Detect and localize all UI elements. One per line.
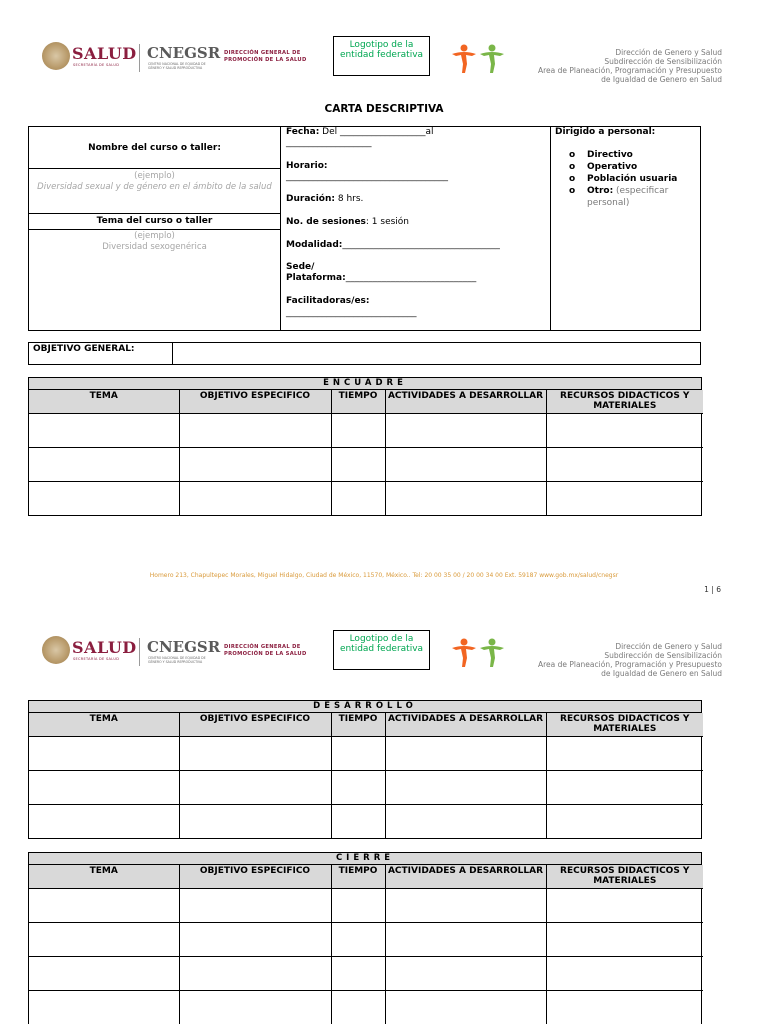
duracion-field[interactable]: Duración: 8 hrs. [286,194,364,204]
col-tiempo: TIEMPO [331,865,385,888]
audience-column [551,127,700,330]
table-cell[interactable] [546,413,703,447]
table-cell[interactable] [331,413,385,447]
table-row [29,990,703,1024]
table-cell[interactable] [29,922,179,956]
page-number: 1 | 6 [704,585,721,594]
table-cell[interactable] [331,736,385,770]
course-name-label: Nombre del curso o taller: [29,127,280,169]
salud-logo-text: SALUD [72,44,137,63]
table-cell[interactable] [29,413,179,447]
cnegsr-logo-text: CNEGSR [147,638,221,656]
fecha-line[interactable]: ___________________ [286,138,372,148]
table-row [29,481,703,515]
institution-text: Dirección de Genero y Salud Subdirección de Sensibilización Area de Planeación, Programación y Presupuesto de Igualdad de Genero en Salud [537,48,722,84]
table-cell[interactable] [331,804,385,838]
table-cell[interactable] [546,770,703,804]
col-objetivo: OBJETIVO ESPECIFICO [179,390,331,413]
table-cell[interactable] [385,956,546,990]
course-info-table [28,126,701,331]
table-cell[interactable] [179,922,331,956]
table-cell[interactable] [385,736,546,770]
page-header [0,30,768,90]
col-tema: TEMA [29,865,179,888]
encuadre-grid [29,390,703,515]
course-topic-label: Tema del curso o taller [29,214,280,230]
national-seal-icon [42,42,70,70]
fecha-field[interactable]: Fecha: Del ___________________al [286,127,434,137]
table-cell[interactable] [179,413,331,447]
table-row [29,736,703,770]
table-cell[interactable] [546,447,703,481]
table-cell[interactable] [385,804,546,838]
table-cell[interactable] [29,888,179,922]
table-cell[interactable] [179,447,331,481]
table-cell[interactable] [29,956,179,990]
objetivo-general-row [28,342,701,365]
table-cell[interactable] [29,990,179,1024]
modalidad-field[interactable]: Modalidad:___________________________________ [286,240,500,250]
table-cell[interactable] [546,956,703,990]
page-title: CARTA DESCRIPTIVA [324,103,444,115]
table-row [29,956,703,990]
table-row [29,804,703,838]
table-cell[interactable] [385,770,546,804]
audience-label: Dirigido a personal: [555,127,656,137]
desarrollo-header: DESARROLLO [29,701,701,713]
table-row [29,770,703,804]
national-seal-icon [42,636,70,664]
encuadre-header: ENCUADRE [29,378,701,390]
logo-divider [139,638,140,666]
institution-text: Dirección de Genero y Salud Subdirección de Sensibilización Area de Planeación, Programación y Presupuesto de Igualdad de Genero en Salud [537,642,722,678]
audience-item-operativo[interactable]: o Operativo [569,161,700,173]
table-row [29,922,703,956]
objetivo-general-label: OBJETIVO GENERAL: [29,343,173,364]
encuadre-table [28,377,702,516]
table-cell[interactable] [179,956,331,990]
objetivo-general-input[interactable] [174,343,700,364]
col-recursos: RECURSOS DIDACTICOS Y MATERIALES [546,390,703,413]
table-cell[interactable] [29,481,179,515]
table-cell[interactable] [331,888,385,922]
table-cell[interactable] [546,804,703,838]
table-cell[interactable] [179,990,331,1024]
cnegsr-logo-subtext: CENTRO NACIONAL DE EQUIDAD DE GÉNERO Y SALUD REPRODUCTIVA [148,62,206,70]
table-cell[interactable] [179,770,331,804]
cnegsr-logo-text: CNEGSR [147,44,221,62]
table-cell[interactable] [385,922,546,956]
entity-logo-placeholder: Logotipo de la entidad federativa [333,630,430,670]
col-actividades: ACTIVIDADES A DESARROLLAR [385,865,546,888]
facilitadoras-field[interactable]: _____________________________ [286,308,417,318]
col-actividades: ACTIVIDADES A DESARROLLAR [385,390,546,413]
facilitadoras-label: Facilitadoras/es: [286,296,370,306]
audience-item-directivo[interactable]: o Directivo [569,149,700,161]
table-cell[interactable] [546,481,703,515]
table-cell[interactable] [331,990,385,1024]
dgps-logo: DIRECCIÓN GENERAL DE PROMOCIÓN DE LA SALUD [224,50,307,63]
cierre-grid [29,865,703,1024]
dgps-logo: DIRECCIÓN GENERAL DE PROMOCIÓN DE LA SALUD [224,644,307,657]
table-cell[interactable] [331,447,385,481]
cierre-table [28,852,702,1024]
desarrollo-grid [29,713,703,838]
table-cell[interactable] [29,447,179,481]
table-cell[interactable] [29,804,179,838]
table-cell[interactable] [546,922,703,956]
entity-logo-placeholder: Logotipo de la entidad federativa [333,36,430,76]
salud-logo-subtext: SECRETARÍA DE SALUD [73,657,120,661]
table-cell[interactable] [29,736,179,770]
audience-item-otro[interactable]: o Otro: (especificar personal) [569,185,700,209]
table-cell[interactable] [29,770,179,804]
salud-logo [42,636,137,668]
column-header-row [29,865,703,888]
table-cell[interactable] [385,990,546,1024]
horario-label: Horario: [286,161,328,171]
col-actividades: ACTIVIDADES A DESARROLLAR [385,713,546,736]
salud-logo [42,42,137,74]
table-cell[interactable] [546,888,703,922]
table-cell[interactable] [385,447,546,481]
col-recursos: RECURSOS DIDACTICOS Y MATERIALES [546,713,703,736]
plataforma-field[interactable]: Plataforma:_____________________________ [286,273,477,283]
page-footer-address: Homero 213, Chapultepec Morales, Miguel Hidalgo, Ciudad de México, 11570, México.. Tel: 20 00 35 00 / 20 00 34 00 Ext. 59187 www.gob.mx/salud/cnegsr [149,572,619,579]
people-figures-icon [446,636,510,668]
table-row [29,413,703,447]
audience-list [569,149,700,209]
people-figures-icon [446,42,510,74]
course-name-column [29,127,281,330]
table-cell[interactable] [331,956,385,990]
salud-logo-text: SALUD [72,638,137,657]
horario-field[interactable]: ____________________________________ [286,172,448,182]
sesiones-field[interactable]: No. de sesiones: 1 sesión [286,217,410,227]
table-cell[interactable] [331,922,385,956]
table-cell[interactable] [385,481,546,515]
table-cell[interactable] [385,888,546,922]
table-cell[interactable] [331,481,385,515]
course-details-column [281,127,551,330]
audience-item-poblacion[interactable]: o Población usuaria [569,173,700,185]
col-tema: TEMA [29,713,179,736]
cierre-header: CIERRE [29,853,701,865]
col-tema: TEMA [29,390,179,413]
table-cell[interactable] [385,413,546,447]
sede-label: Sede/ [286,262,315,272]
salud-logo-subtext: SECRETARÍA DE SALUD [73,63,120,67]
page-header-2 [0,624,768,684]
column-header-row [29,713,703,736]
table-cell[interactable] [179,804,331,838]
table-cell[interactable] [546,990,703,1024]
col-objetivo: OBJETIVO ESPECIFICO [179,865,331,888]
column-header-row [29,390,703,413]
course-name-example[interactable]: (ejemplo) Diversidad sexual y de género en el ámbito de la salud [29,170,280,214]
cnegsr-logo-subtext: CENTRO NACIONAL DE EQUIDAD DE GÉNERO Y SALUD REPRODUCTIVA [148,656,206,664]
col-recursos: RECURSOS DIDACTICOS Y MATERIALES [546,865,703,888]
logo-divider [139,44,140,72]
table-cell[interactable] [179,888,331,922]
col-tiempo: TIEMPO [331,390,385,413]
col-objetivo: OBJETIVO ESPECIFICO [179,713,331,736]
table-row [29,447,703,481]
course-topic-example[interactable]: (ejemplo) Diversidad sexogenérica [102,231,207,252]
table-cell[interactable] [331,770,385,804]
col-tiempo: TIEMPO [331,713,385,736]
table-cell[interactable] [546,736,703,770]
table-cell[interactable] [179,736,331,770]
table-row [29,888,703,922]
desarrollo-table [28,700,702,839]
table-cell[interactable] [179,481,331,515]
